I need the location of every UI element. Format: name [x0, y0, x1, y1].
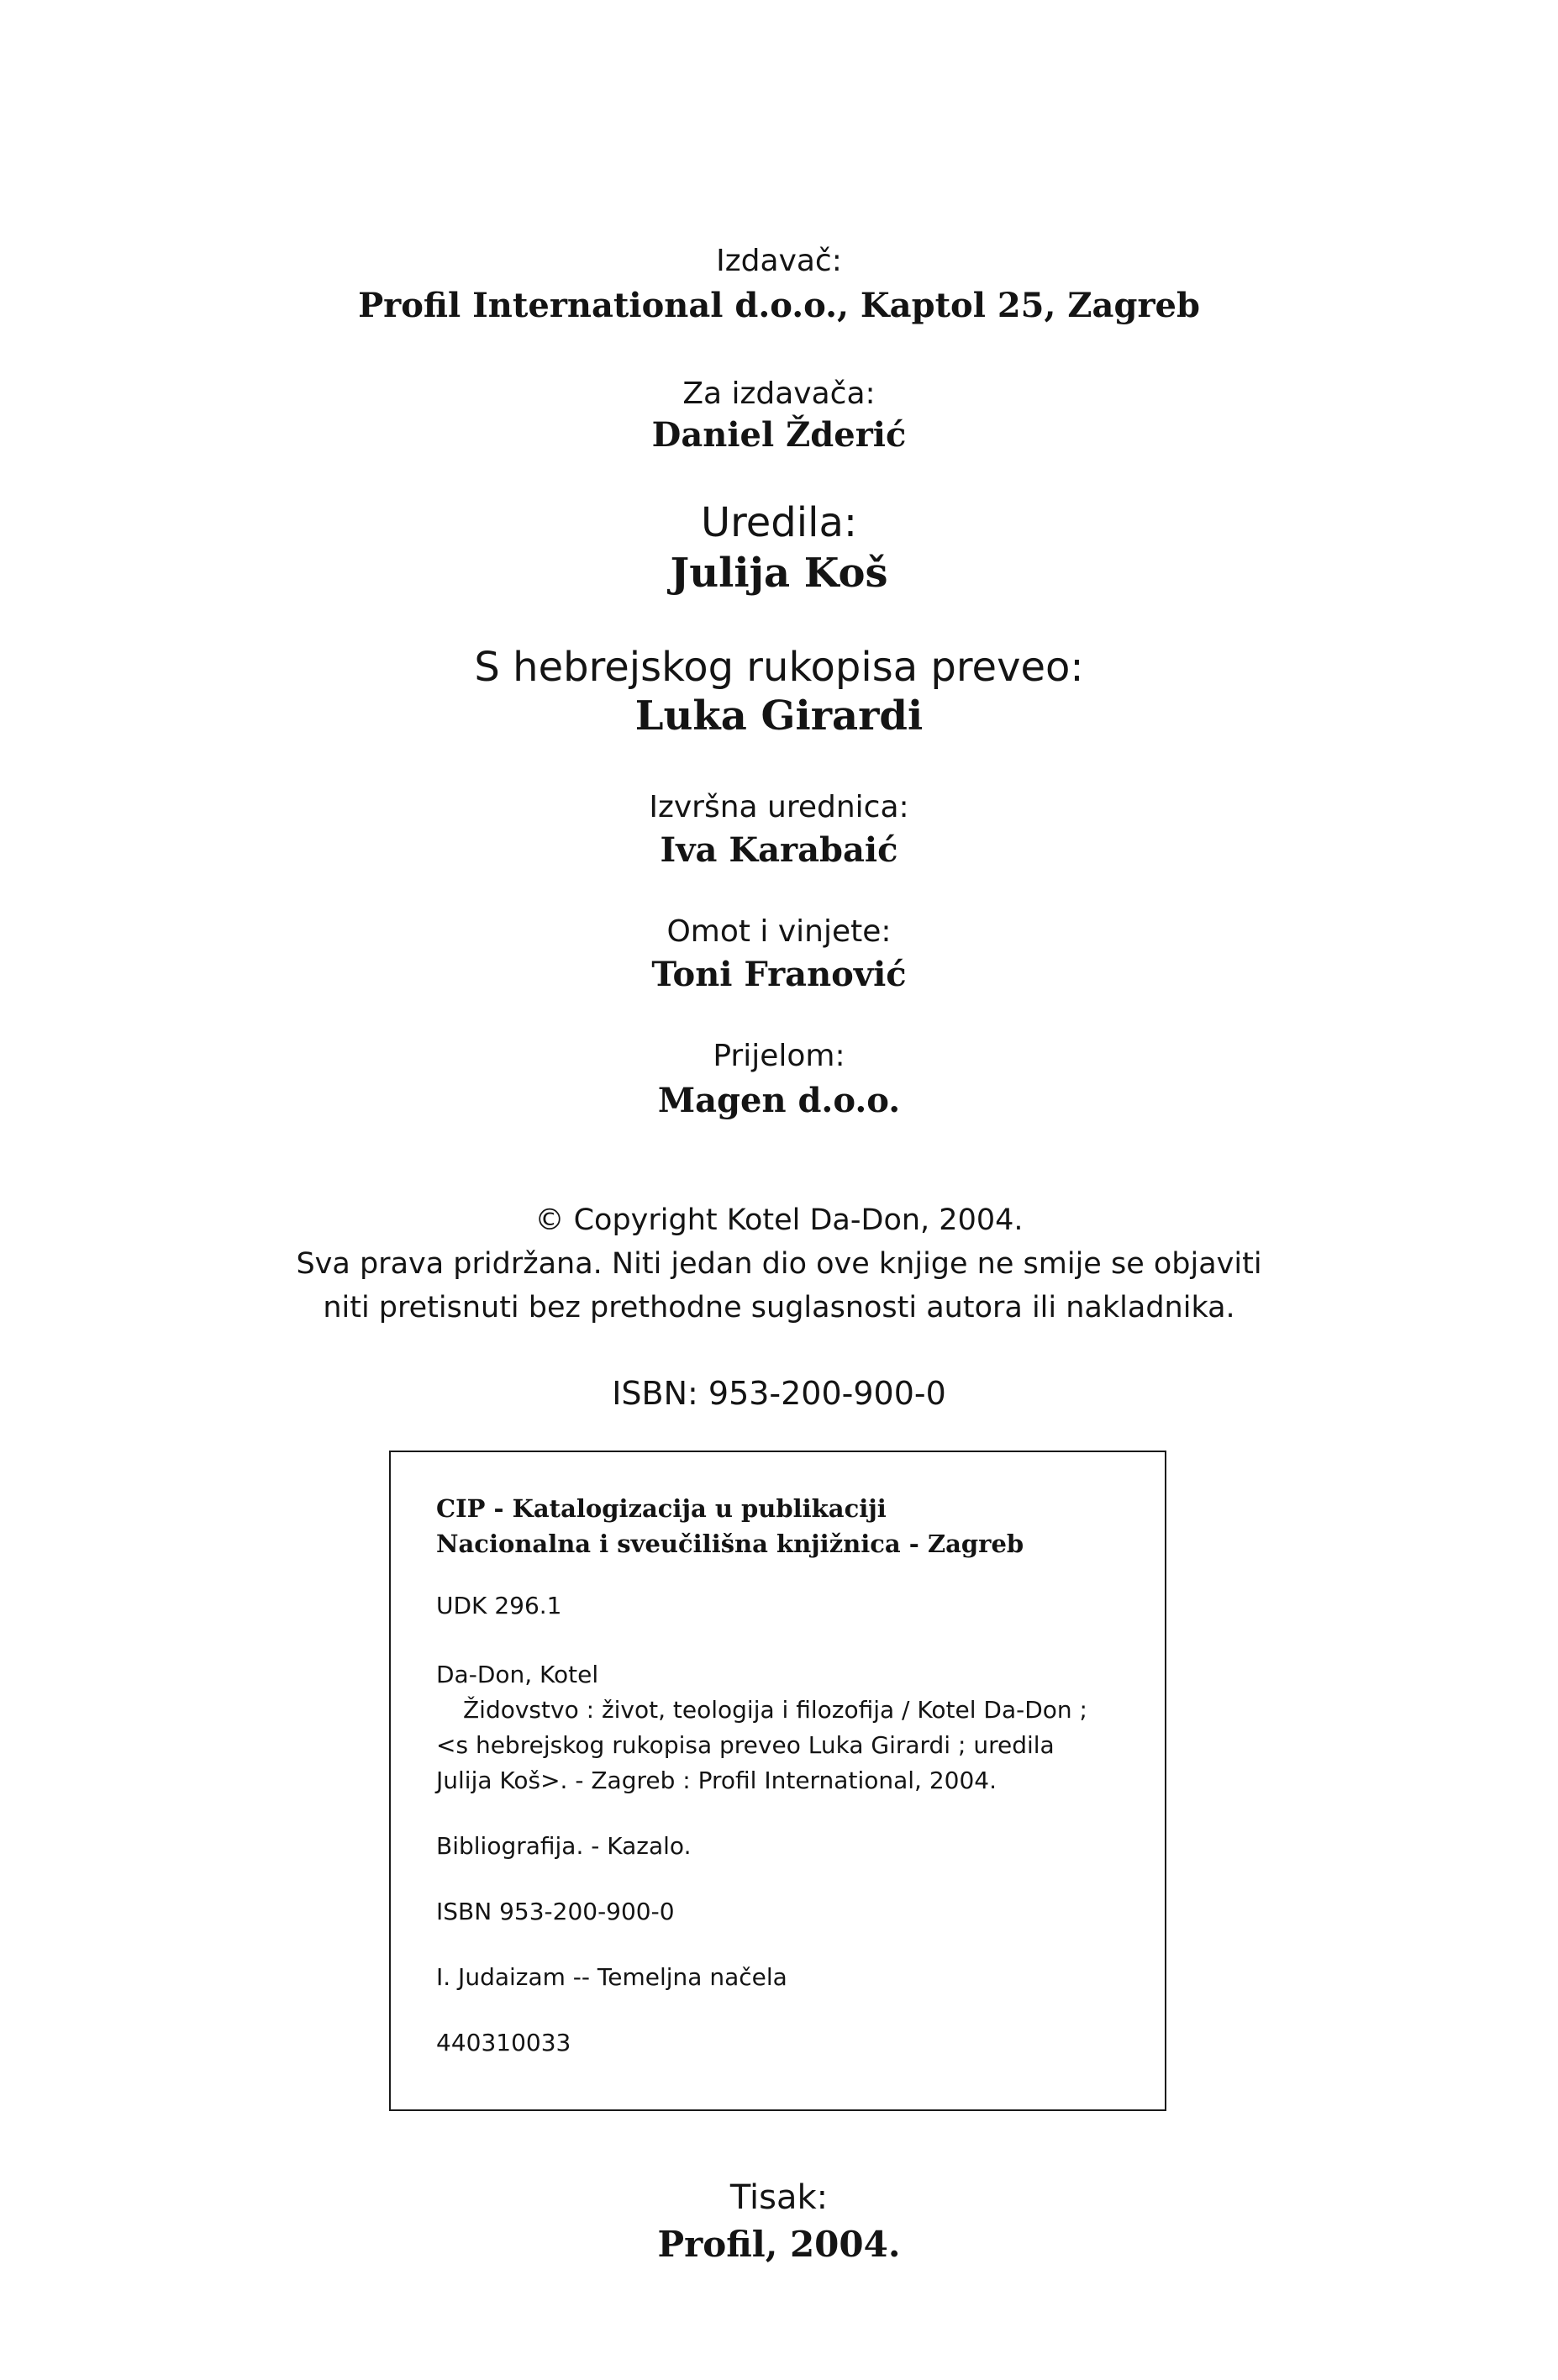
publisher-label: Izdavač:	[716, 244, 842, 278]
cip-record-number: 440310033	[436, 2029, 571, 2056]
cip-udk: UDK 296.1	[436, 1592, 562, 1619]
cip-isbn: ISBN 953-200-900-0	[436, 1898, 675, 1925]
publisher-value: Profil International d.o.o., Kaptol 25, Zagreb	[358, 286, 1200, 325]
cip-description-line-3: Julija Koš>. - Zagreb : Profil International, 2004.	[436, 1767, 997, 1794]
cip-header-title: CIP - Katalogizacija u publikaciji	[436, 1494, 887, 1523]
cip-header-library: Nacionalna i sveučilišna knjižnica - Zagreb	[436, 1530, 1024, 1558]
translator-label: S hebrejskog rukopisa preveo:	[474, 644, 1084, 691]
cip-catalog-box	[389, 1451, 1166, 2111]
layout-label: Prijelom:	[713, 1039, 845, 1073]
copyright-notice: © Copyright Kotel Da-Don, 2004.	[534, 1203, 1024, 1237]
cip-author: Da-Don, Kotel	[436, 1661, 599, 1688]
rights-statement-line-2: niti pretisnuti bez prethodne suglasnosti autora ili nakladnika.	[323, 1291, 1235, 1324]
for-publisher-value: Daniel Žderić	[651, 415, 907, 455]
editor-value: Julija Koš	[670, 550, 888, 597]
for-publisher-label: Za izdavača:	[682, 376, 876, 411]
rights-statement-line-1: Sva prava pridržana. Niti jedan dio ove knjige ne smije se objaviti	[296, 1247, 1262, 1281]
layout-value: Magen d.o.o.	[657, 1081, 901, 1120]
printing-label: Tisak:	[729, 2178, 829, 2217]
cip-subject: I. Judaizam -- Temeljna načela	[436, 1963, 787, 1991]
cip-description-line-1: Židovstvo : život, teologija i filozofija / Kotel Da-Don ;	[463, 1696, 1087, 1724]
printing-value: Profil, 2004.	[657, 2224, 901, 2265]
cip-notes: Bibliografija. - Kazalo.	[436, 1832, 692, 1860]
cip-description-line-2: <s hebrejskog rukopisa preveo Luka Girardi ; uredila	[436, 1731, 1055, 1759]
cover-design-label: Omot i vinjete:	[666, 914, 892, 949]
isbn: ISBN: 953-200-900-0	[612, 1375, 946, 1412]
cover-design-value: Toni Franović	[651, 955, 907, 994]
executive-editor-value: Iva Karabaić	[660, 830, 898, 870]
executive-editor-label: Izvršna urednica:	[649, 790, 909, 824]
editor-label: Uredila:	[700, 499, 858, 546]
translator-value: Luka Girardi	[634, 692, 924, 740]
